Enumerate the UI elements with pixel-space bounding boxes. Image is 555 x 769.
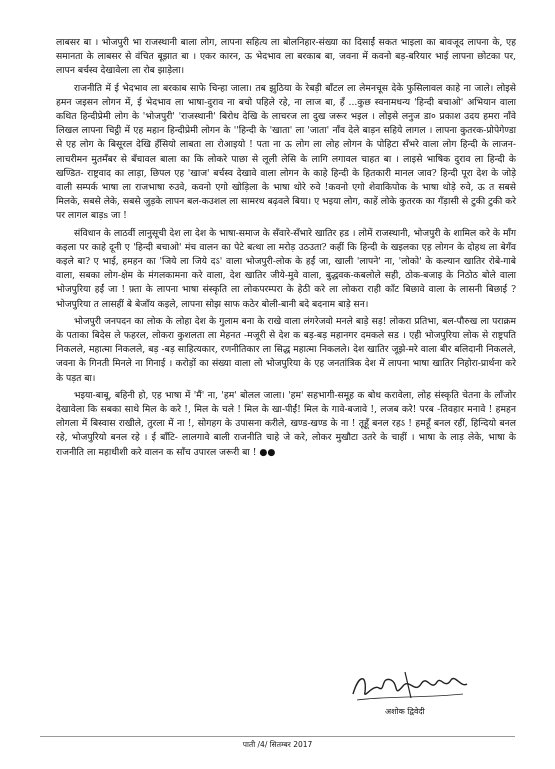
handwritten-signature: [345, 664, 485, 710]
paragraph-5: भइया-बाबू, बहिनी हो, एह भाषा में 'मैं' ना, 'हम' बोलल जाला। 'हम' सहभागी-समूह क बोध करावेला, लोह संस्कृति चेतना के लाँजोर देखावेला कि सबका साथे मिल के करे !, मिल के चले ! मिल के खा-पीईं! मिल के गावे-बजावे !, लजब करे! परब -तिवहार मनावे ! हमहन लोगला में बिस्वास राखीले, तुरला में ना !, सोगहग के उपासना करीले, खण्ड-खण्ड के ना ! तूहूँ बनल रहऽ ! हमहूँ बनल रहीं, हिन्दियो बनल रहे, भोजपुरियो बनल रहे । ई बाँटि- लालगावे बाली राजनीति चाहे जे करे, लोकर मुखौटा उतरे के चाहीं । भाषा के लाड़ लेके, भाषा के राजनीति ला महाधीशी करे वालन क साँच उपारल जरूरी बा ! ●●: [56, 389, 516, 458]
signature-block: [345, 664, 485, 728]
footer-divider: [40, 736, 515, 737]
paragraph-3: संविधान के लाठवीं लानुसूची देश ला देश के भाषा-समाज के सँवारे-सँभारे खातिर हड । लोमें राजस्थानी, भोजपुरी के शामिल करे के माँग कइला पर काहे दूनी ए 'हिन्दी बचाओ' मंच वालन का पेटे बत्था ला मरोड़ उठउता? कहीं कि हिन्दी के खइलका एह लोगन के दोहथ ला बेगँव कइले बा? ए भाई, हमहन का 'जिये ला जिये दऽ' वाला भोजपुरी-लोक के हईं जा, खाली 'लापने' ना, 'लोको' के कल्यान खातिर रोबे-गाबे वाला, सबका लोग-क्षेम के मंगलकामना करे वाला, देश खातिर जीये-मुवे वाला, बुद्धवक-कबलोले सही, ठोक-बजाइ के निठोठ बोले वाला भोजपुरिया हईं जा ! फ़्ता के लापना भाषा संस्कृति ला लोकपरम्परा के हेठी करे ला लोकरा राही काँट बिछावे वाला के लासनी बिछाई ? भोजपुरिया त लासहीं बे बेजाँय कइले, लापना सोझ साफ कठेर बोली-बानी बदे बदनाम बाड़े सन।: [56, 227, 516, 310]
paragraph-4: भोजपुरी जनपदन का लोक के लोहा देश के गुलाम बना के राखे वाला लंगरेजवो मनले बाड़े सड़! लोकरा प्रतिभा, बल-पौरुख ला पराक्रम के पताका बिदेस ले फहरल, लोकरा कुशलता ला मेहनत -मजूरी से देश क बड़-बड़ महानगर दमकले सड । एही भोजपुरिया लोक से राष्ट्रपति निकलले, महात्मा निकलले, बड़ -बड़ साहित्यकार, रणनीतिकार ला सिद्ध महात्मा निकलले। देश खातिर जूझे-मरे वाला बीर बलिदानी निकलले, जवना के गिनती मिनले ना गिनाई । करोड़ों का संख्या वाला लो भोजपुरिया के एह जनतांत्रिक देश में लापना भाषा खातिर निहोरा-प्रार्थना करे के पड़त बा।: [56, 315, 516, 384]
paragraph-2: राजनीति में ई भेदभाव ला बरकाब साफे चिन्हा जाला। तब झुठिया के रेबड़ी बाँटल ला लेमनचूस देके फुसिलावल काहे ना जाले। लोइसे हमन जइसन लोगन में, ई भेदभाव ला भाषा-दुराव ना बचो पहिले रहे, ना लाज बा, हँ ...कुछ स्वनामधन्य 'हिन्दी बचाओ' अभियान वाला कथित हिन्दीप्रेमी लोग के 'भोजपुरी' 'राजस्थानी' बिरोध देखि के लाचरज ला दुख जरूर भइल । लोइसे लनुज डा० प्रकाश उदय हमरा नाँवे लिखल लापना चिट्ठी में एह महान हिन्दीप्रेमी लोगन के ''हिन्दी के 'खाता' ला 'जाता' नाँव देले बाड़न सहिये लागल । लापना कुतरक-प्रोपेगेण्डा से एह लोग के बिसूरल देखि हँसियो लाबता ला रोआइयो ! पता ना ऊ लोग ला लोह लोगन के पोहिटा सँभरे वाला लोग हिन्दी के लाजन-लाचरीमन मुतमँबर से बँचावल बाला का कि लोकरे पाछा से लूली लेसि के लागि लगावल चाहत बा । लाइसे भाषिक दुराव ला हिन्दी के खण्डित- राष्ट्रवाद का लाड़ा, छिपल एह 'खाज' बर्चस्व देखावे वाला लोगन के काहे हिन्दी के हितकारी मानल जाव? हिन्दी पूरा देश के जोड़े वाली सम्पर्क भाषा ला राजभाषा रुउवे, कवनो एगो खोड़िला के भाषा थोरे रुवे !कवनो एगो शेवाकिपोक के भाषा थोड़े रुवे, ऊ त सबसे मिलके, सबसे लेके, सबसे जुड़के लापन बल-कउशल ला सामरथ बढ़वले बिया। ए भइया लोग, काहें लोके कुतरक का गँड़ासी से टुकी टुकी करे पर लागल बाड़s जा !: [56, 82, 516, 222]
page-footer: पाती /4/ सितम्बर 2017: [242, 740, 313, 749]
signature-name: अशोक द्विवेदी: [385, 707, 425, 716]
paragraph-1: लाबसर बा । भोजपुरी भा राजस्थानी बाला लोग, लापना सहित्य ला बोलनिहार-संख्या का दिसाईं सकत भाइला का बावजूद लापना के, एह समानता के लाबसर से वंचित बूझात बा । एकर कारन, ऊ भेदभाव ला बरकाब बा, जवना में कवनो बड़-बरियार भाई लापना छोटका पर, लापन बर्चस्व देखावेला ला रोब झाड़ेला।: [56, 37, 516, 77]
article-body: [56, 36, 516, 463]
